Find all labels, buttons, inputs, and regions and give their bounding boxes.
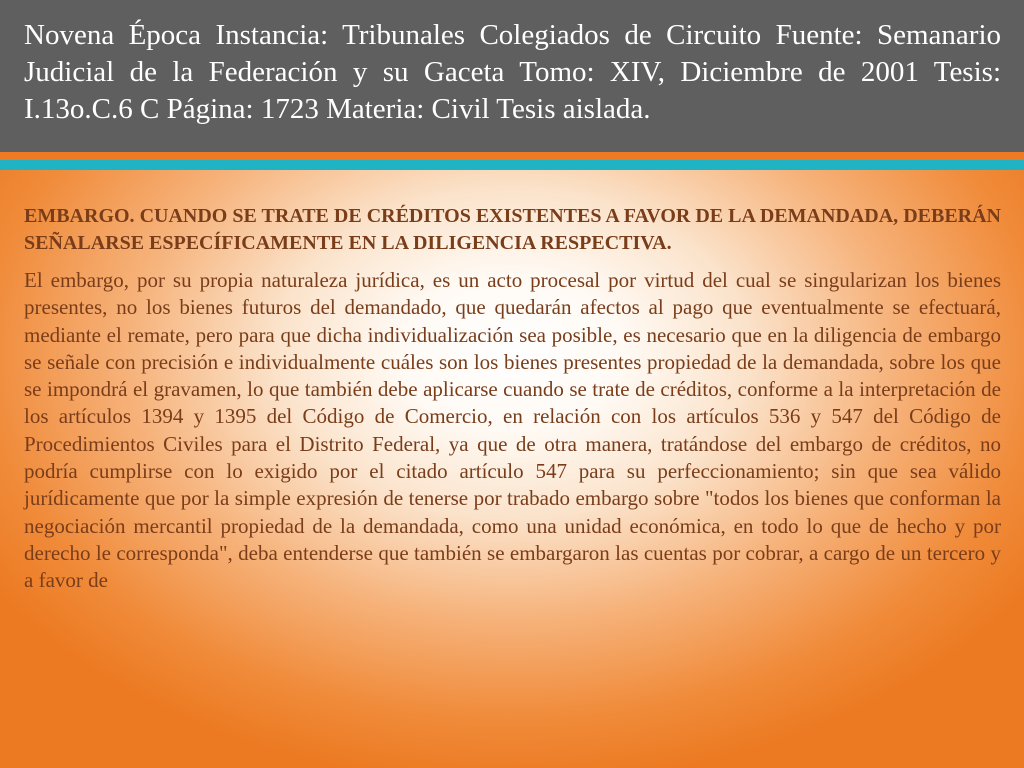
header-bar	[0, 0, 1024, 152]
slide-title: Novena Época Instancia: Tribunales Colegiados de Circuito Fuente: Semanario Judicial de la Federación y su Gaceta Tomo: XIV, Diciembre de 2001 Tesis: I.13o.C.6 C Página: 1723 Materia: Civil Tesis aislada.	[24, 19, 1001, 125]
thesis-content	[24, 203, 1001, 595]
teal-divider-stripe	[0, 160, 1024, 170]
orange-divider-stripe	[0, 152, 1024, 160]
thesis-body: El embargo, por su propia naturaleza jurídica, es un acto procesal por virtud del cual se singularizan los bienes presentes, no los bienes futuros del demandado, que quedarán afectos al pago que eventualmente se efectuará, mediante el remate, pero para que dicha individualización sea posible, es necesario que en la diligencia de embargo se señale con precisión e individualmente cuáles son los bienes presentes propiedad de la demandada, sobre los que se impondrá el gravamen, lo que también debe aplicarse cuando se trate de créditos, conforme a la interpretación de los artículos 1394 y 1395 del Código de Comercio, en relación con los artículos 536 y 547 del Código de Procedimientos Civiles para el Distrito Federal, ya que de otra manera, tratándose del embargo de créditos, no podría cumplirse con lo exigido por el citado artículo 547 para su perfeccionamiento; sin que sea válido jurídicamente que por la simple expresión de tenerse por trabado embargo sobre "todos los bienes que conforman la negociación mercantil propiedad de la demandada, como una unidad económica, en todo lo que de hecho y por derecho le corresponda", deba entenderse que también se embargaron las cuentas por cobrar, a cargo de un tercero y a favor de	[24, 268, 1001, 593]
thesis-heading: EMBARGO. CUANDO SE TRATE DE CRÉDITOS EXISTENTES A FAVOR DE LA DEMANDADA, DEBERÁN SEÑALARSE ESPECÍFICAMENTE EN LA DILIGENCIA RESPECTIVA.	[24, 205, 1001, 254]
